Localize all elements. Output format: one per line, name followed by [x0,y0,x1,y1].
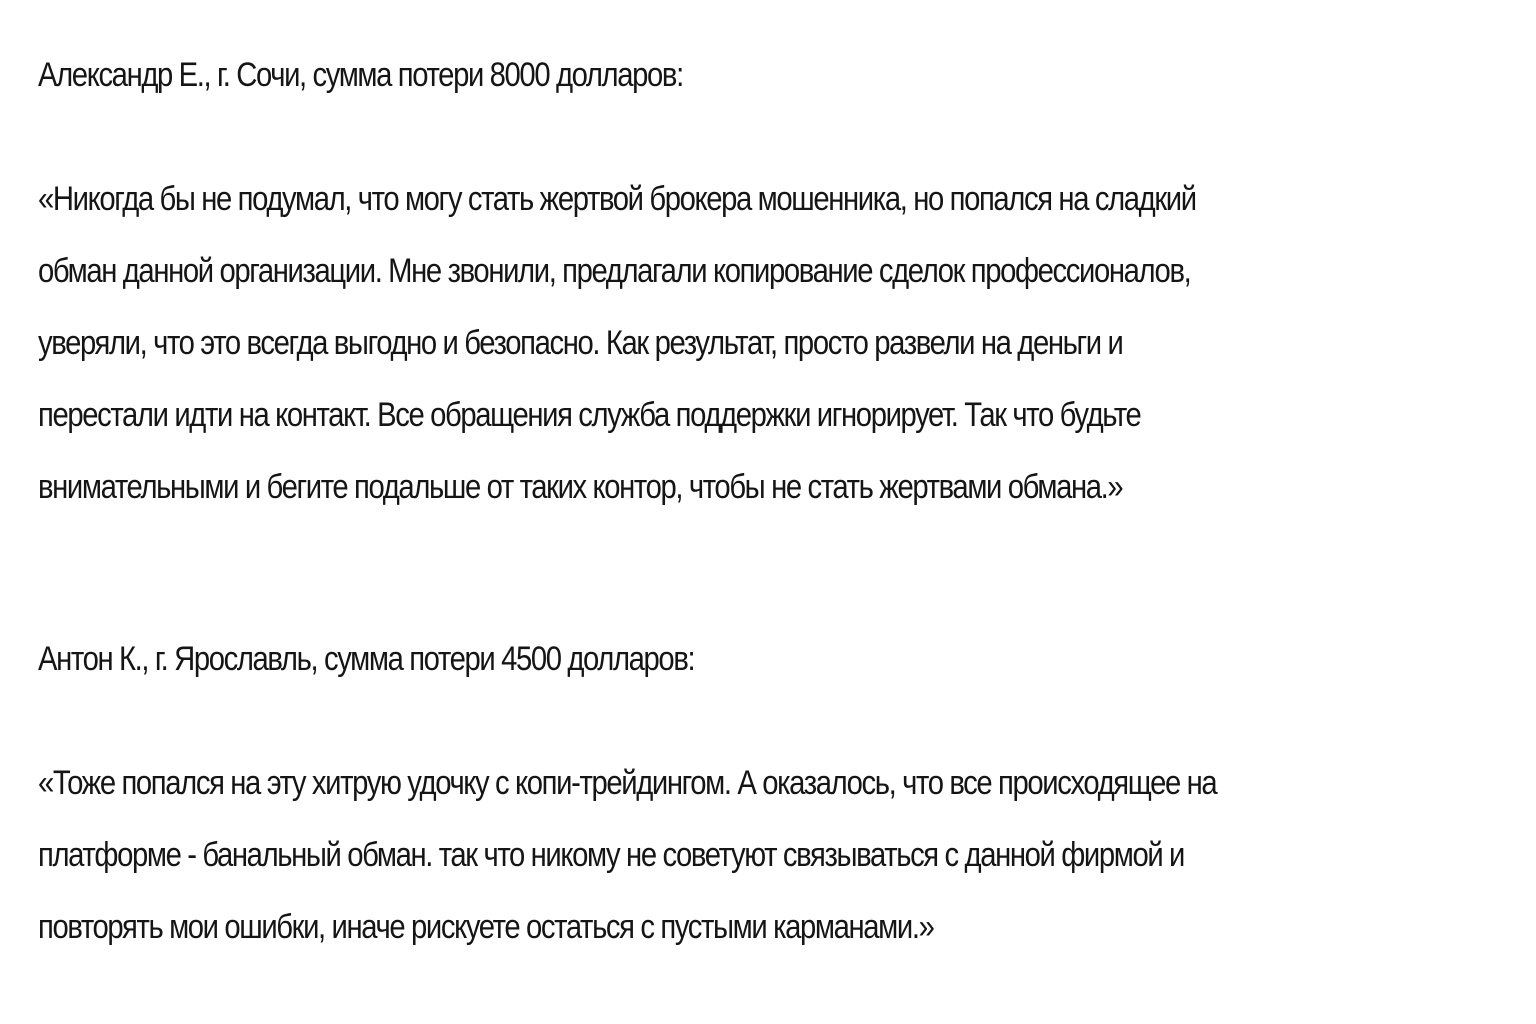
quote-line: обман данной организации. Мне звонили, предлагали копирование сделок профессионалов, [38,252,1191,290]
review-2 [38,632,1498,963]
quote-line: перестали идти на контакт. Все обращения служба поддержки игнорирует. Так что будьте [38,396,1141,434]
quote-line: повторять мои ошибки, иначе рискуете остаться с пустыми карманами.» [38,908,934,946]
review-author: Александр Е., г. Сочи, сумма потери 8000 долларов: [38,56,683,94]
quote-line: внимательными и бегите подальше от таких контор, чтобы не стать жертвами обмана.» [38,468,1123,506]
quote-line: «Никогда бы не подумал, что могу стать жертвой брокера мошенника, но попался на сладкий [38,180,1196,218]
quote-line: «Тоже попался на эту хитрую удочку с копи-трейдингом. А оказалось, что все происходящее на [38,764,1217,802]
review-quote [38,163,1498,523]
quote-line: платформе - банальный обман. так что никому не советуют связываться с данной фирмой и [38,836,1185,874]
review-author: Антон К., г. Ярославль, сумма потери 4500 долларов: [38,640,695,678]
quote-line: уверяли, что это всегда выгодно и безопасно. Как результат, просто развели на деньги и [38,324,1123,362]
review-1 [38,48,1498,523]
review-quote [38,747,1498,963]
